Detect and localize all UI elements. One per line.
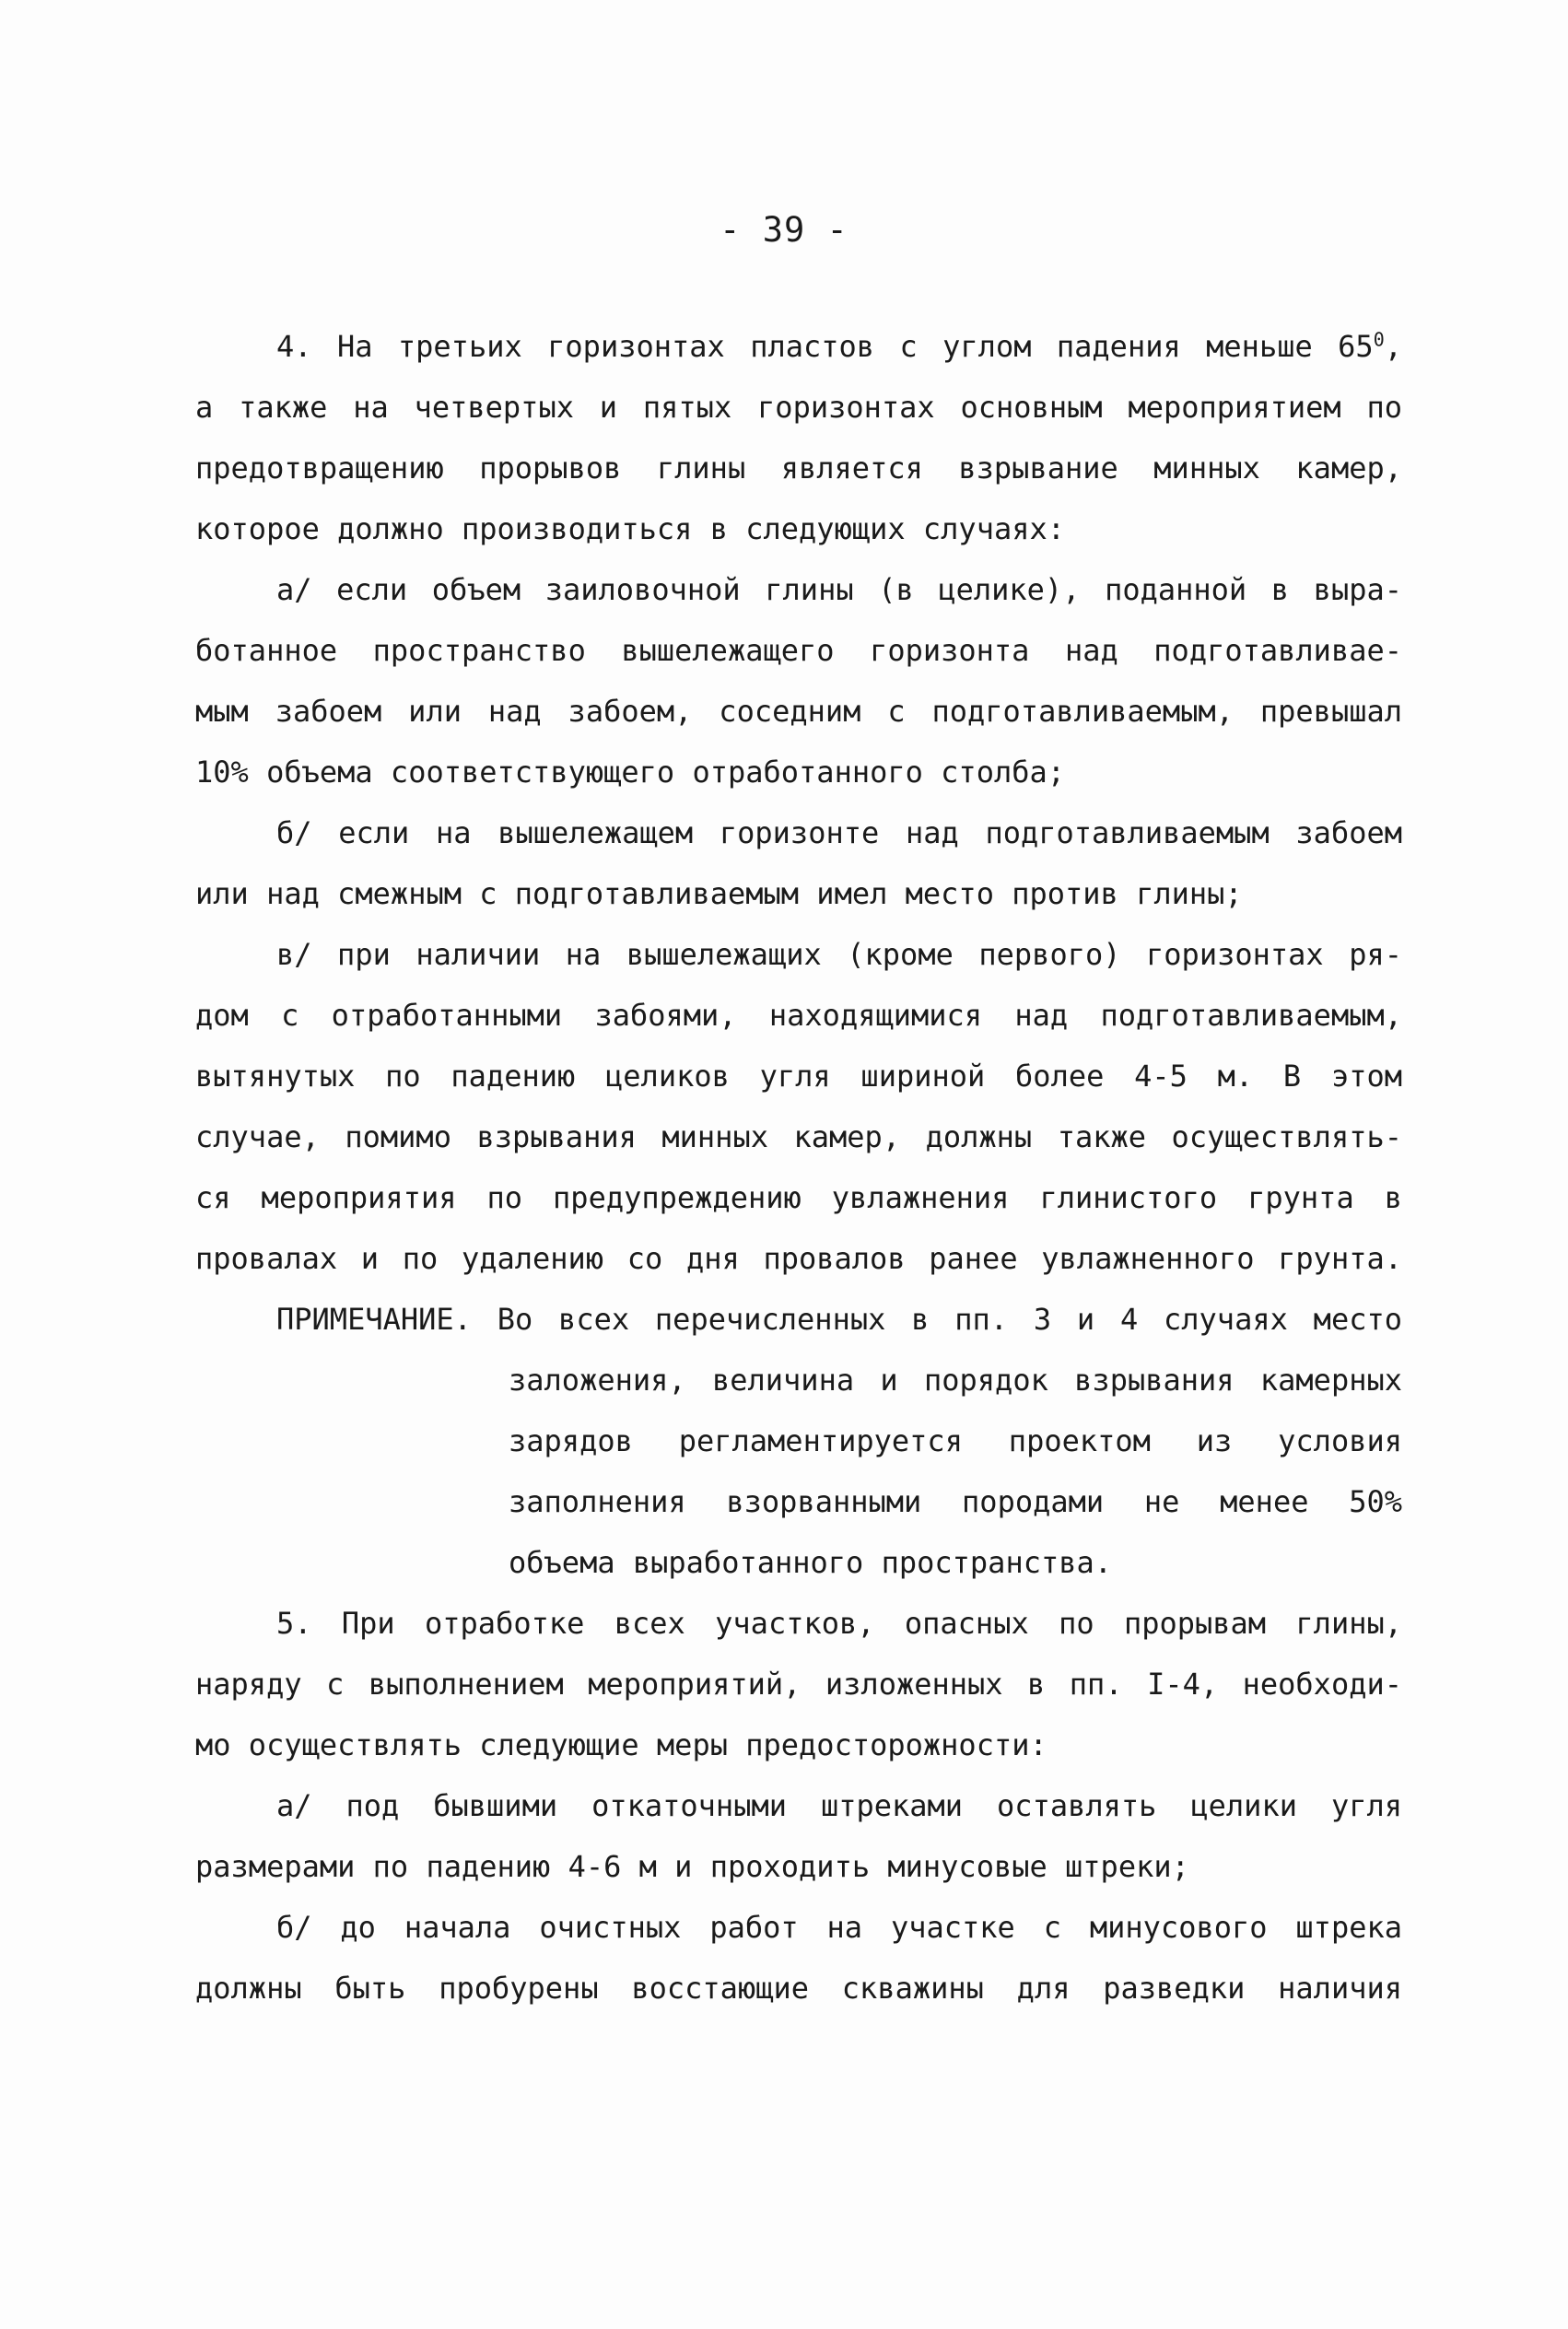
text-line: предотвращению прорывов глины является взрывание минных камер,	[195, 451, 1402, 486]
page-number: - 39 -	[720, 210, 848, 250]
text-line: размерами по падению 4-6 м и проходить минусовые штреки;	[195, 1849, 1189, 1884]
text-line: или над смежным с подготавливаемым имел место против глины;	[195, 876, 1243, 911]
text-line: которое должно производиться в следующих случаях:	[195, 511, 1066, 546]
text-line: должны быть пробурены восстающие скважины для разведки наличия	[195, 1971, 1402, 2006]
text-line: 5. При отработке всех участков, опасных по прорывам глины,	[276, 1606, 1402, 1641]
note-line: объема выработанного пространства.	[509, 1545, 1113, 1580]
text-line: б/ до начала очистных работ на участке с минусового штрека	[276, 1910, 1402, 1945]
text-line: а также на четвертых и пятых горизонтах основным мероприятием по	[195, 390, 1402, 425]
note-line: заложения, величина и порядок взрывания камерных	[509, 1363, 1402, 1398]
text-line: ботанное пространство вышележащего горизонта над подготавливае-	[195, 633, 1402, 668]
text-line: дом с отработанными забоями, находящимися над подготавливаемым,	[195, 998, 1402, 1033]
text-line: вытянутых по падению целиков угля шириной более 4-5 м. В этом	[195, 1059, 1402, 1094]
note-line: ПРИМЕЧАНИЕ. Во всех перечисленных в пп. 3 и 4 случаях место	[276, 1302, 1402, 1337]
text-line: случае, помимо взрывания минных камер, должны также осуществлять-	[195, 1119, 1402, 1154]
text-line: а/ если объем заиловочной глины (в целике), поданной в выра-	[276, 572, 1402, 607]
text-line: б/ если на вышележащем горизонте над подготавливаемым забоем	[276, 815, 1402, 850]
text-line: мым забоем или над забоем, соседним с подготавливаемым, превышал	[195, 694, 1402, 729]
text-line: в/ при наличии на вышележащих (кроме первого) горизонтах ря-	[276, 937, 1402, 972]
text-line: ся мероприятия по предупреждению увлажнения глинистого грунта в	[195, 1180, 1402, 1215]
text-line: 4. На третьих горизонтах пластов с углом падения меньше $65^0$,	[276, 328, 1402, 364]
text-line: наряду с выполнением мероприятий, изложенных в пп. I-4, необходи-	[195, 1667, 1402, 1702]
note-line: заполнения взорванными породами не менее 50%	[509, 1484, 1402, 1519]
note-line: зарядов регламентируется проектом из условия	[509, 1423, 1402, 1458]
degree-superscript: 0	[1373, 328, 1385, 351]
text-line: мо осуществлять следующие меры предосторожности:	[195, 1727, 1047, 1762]
text-line: а/ под бывшими откаточными штреками оставлять целики угля	[276, 1788, 1402, 1823]
text-line: 10% объема соответствующего отработанного столба;	[195, 755, 1066, 790]
text-line: провалах и по удалению со дня провалов ранее увлажненного грунта.	[195, 1241, 1402, 1276]
